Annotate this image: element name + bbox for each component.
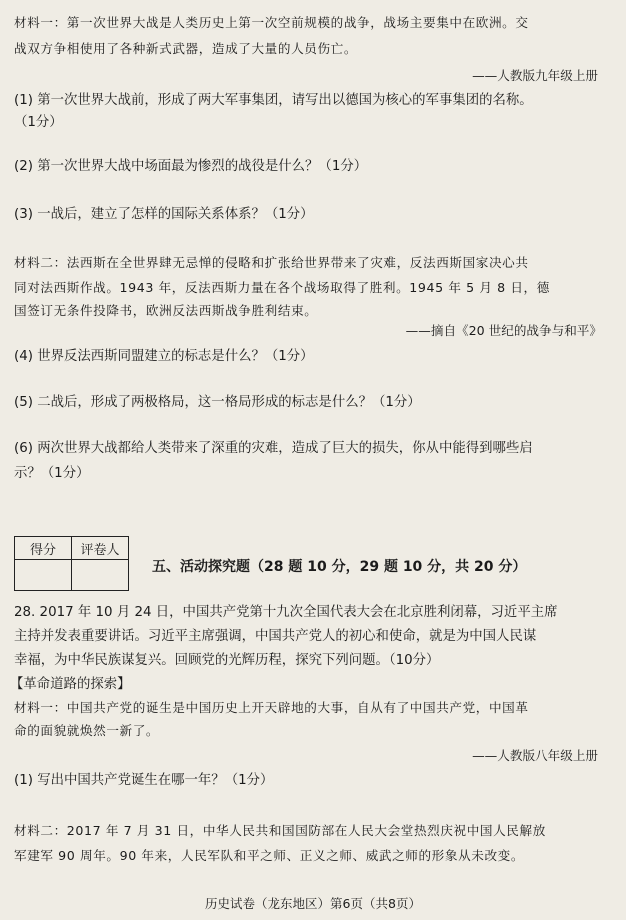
question-1-line-1: (1) 第一次世界大战前，形成了两大军事集团，请写出以德国为核心的军事集团的名称。 <box>14 93 533 108</box>
material-28-1-line-2: 命的面貌就焕然一新了。 <box>14 723 160 738</box>
page-footer: 历史试卷（龙东地区）第6页（共8页） <box>205 896 421 911</box>
section-5-title: 五、活动探究题（28 题 10 分，29 题 10 分，共 20 分） <box>152 559 527 575</box>
question-28-line-1: 28. 2017 年 10 月 24 日，中国共产党第十九次全国代表大会在北京胜利闭幕，习近平主席 <box>14 605 558 620</box>
material-2-line-3: 国签订无条件投降书，欧洲反法西斯战争胜利结束。 <box>14 303 318 318</box>
material-28-2-line-2: 军建军 90 周年。90 年来，人民军队和平之师、正义之师、威武之师的形象从未改变。 <box>14 848 525 863</box>
question-28-line-2: 主持并发表重要讲话。习近平主席强调，中国共产党人的初心和使命，就是为中国人民谋 <box>14 629 537 644</box>
material-28-2-line-1: 材料二：2017 年 7 月 31 日，中华人民共和国国防部在人民大会堂热烈庆祝中国人民解放 <box>14 823 546 838</box>
question-2: (2) 第一次世界大战中场面最为惨烈的战役是什么？（1分） <box>14 159 368 174</box>
material-2-line-2: 同对法西斯作战。1943 年，反法西斯力量在各个战场取得了胜利。1945 年 5 月 8 日，德 <box>14 280 550 295</box>
material-28-1-source: ——人教版八年级上册 <box>472 748 598 763</box>
question-5: (5) 二战后，形成了两极格局，这一格局形成的标志是什么？（1分） <box>14 395 421 410</box>
question-3: (3) 一战后，建立了怎样的国际关系体系？（1分） <box>14 207 314 222</box>
material-2-line-1: 材料二：法西斯在全世界肆无忌惮的侵略和扩张给世界带来了灾难，反法西斯国家决心共 <box>14 255 529 270</box>
question-28-1: (1) 写出中国共产党诞生在哪一年？（1分） <box>14 773 274 788</box>
score-table <box>14 536 129 591</box>
question-6-line-2: 示？（1分） <box>14 466 90 481</box>
material-1-line-2: 战双方争相使用了各种新式武器，造成了大量的人员伤亡。 <box>14 41 358 56</box>
material-1-source: ——人教版九年级上册 <box>472 68 598 83</box>
material-28-1-line-1: 材料一：中国共产党的诞生是中国历史上开天辟地的大事，自从有了中国共产党，中国革 <box>14 700 529 715</box>
question-6-line-1: (6) 两次世界大战都给人类带来了深重的灾难，造成了巨大的损失，你从中能得到哪些启 <box>14 441 533 456</box>
grader-label: 评卷人 <box>72 537 129 560</box>
material-2-source: ——摘自《20 世纪的战争与和平》 <box>405 323 602 338</box>
question-28-subheading: 【革命道路的探索】 <box>10 677 131 692</box>
grader-cell[interactable] <box>72 560 129 591</box>
score-cell[interactable] <box>15 560 72 591</box>
score-label: 得分 <box>15 537 72 560</box>
material-1-line-1: 材料一：第一次世界大战是人类历史上第一次空前规模的战争，战场主要集中在欧洲。交 <box>14 15 529 30</box>
question-28-line-3: 幸福，为中华民族谋复兴。回顾党的光辉历程，探究下列问题。（10分） <box>14 653 440 668</box>
question-4: (4) 世界反法西斯同盟建立的标志是什么？（1分） <box>14 349 314 364</box>
question-1-line-2: （1分） <box>14 115 63 130</box>
